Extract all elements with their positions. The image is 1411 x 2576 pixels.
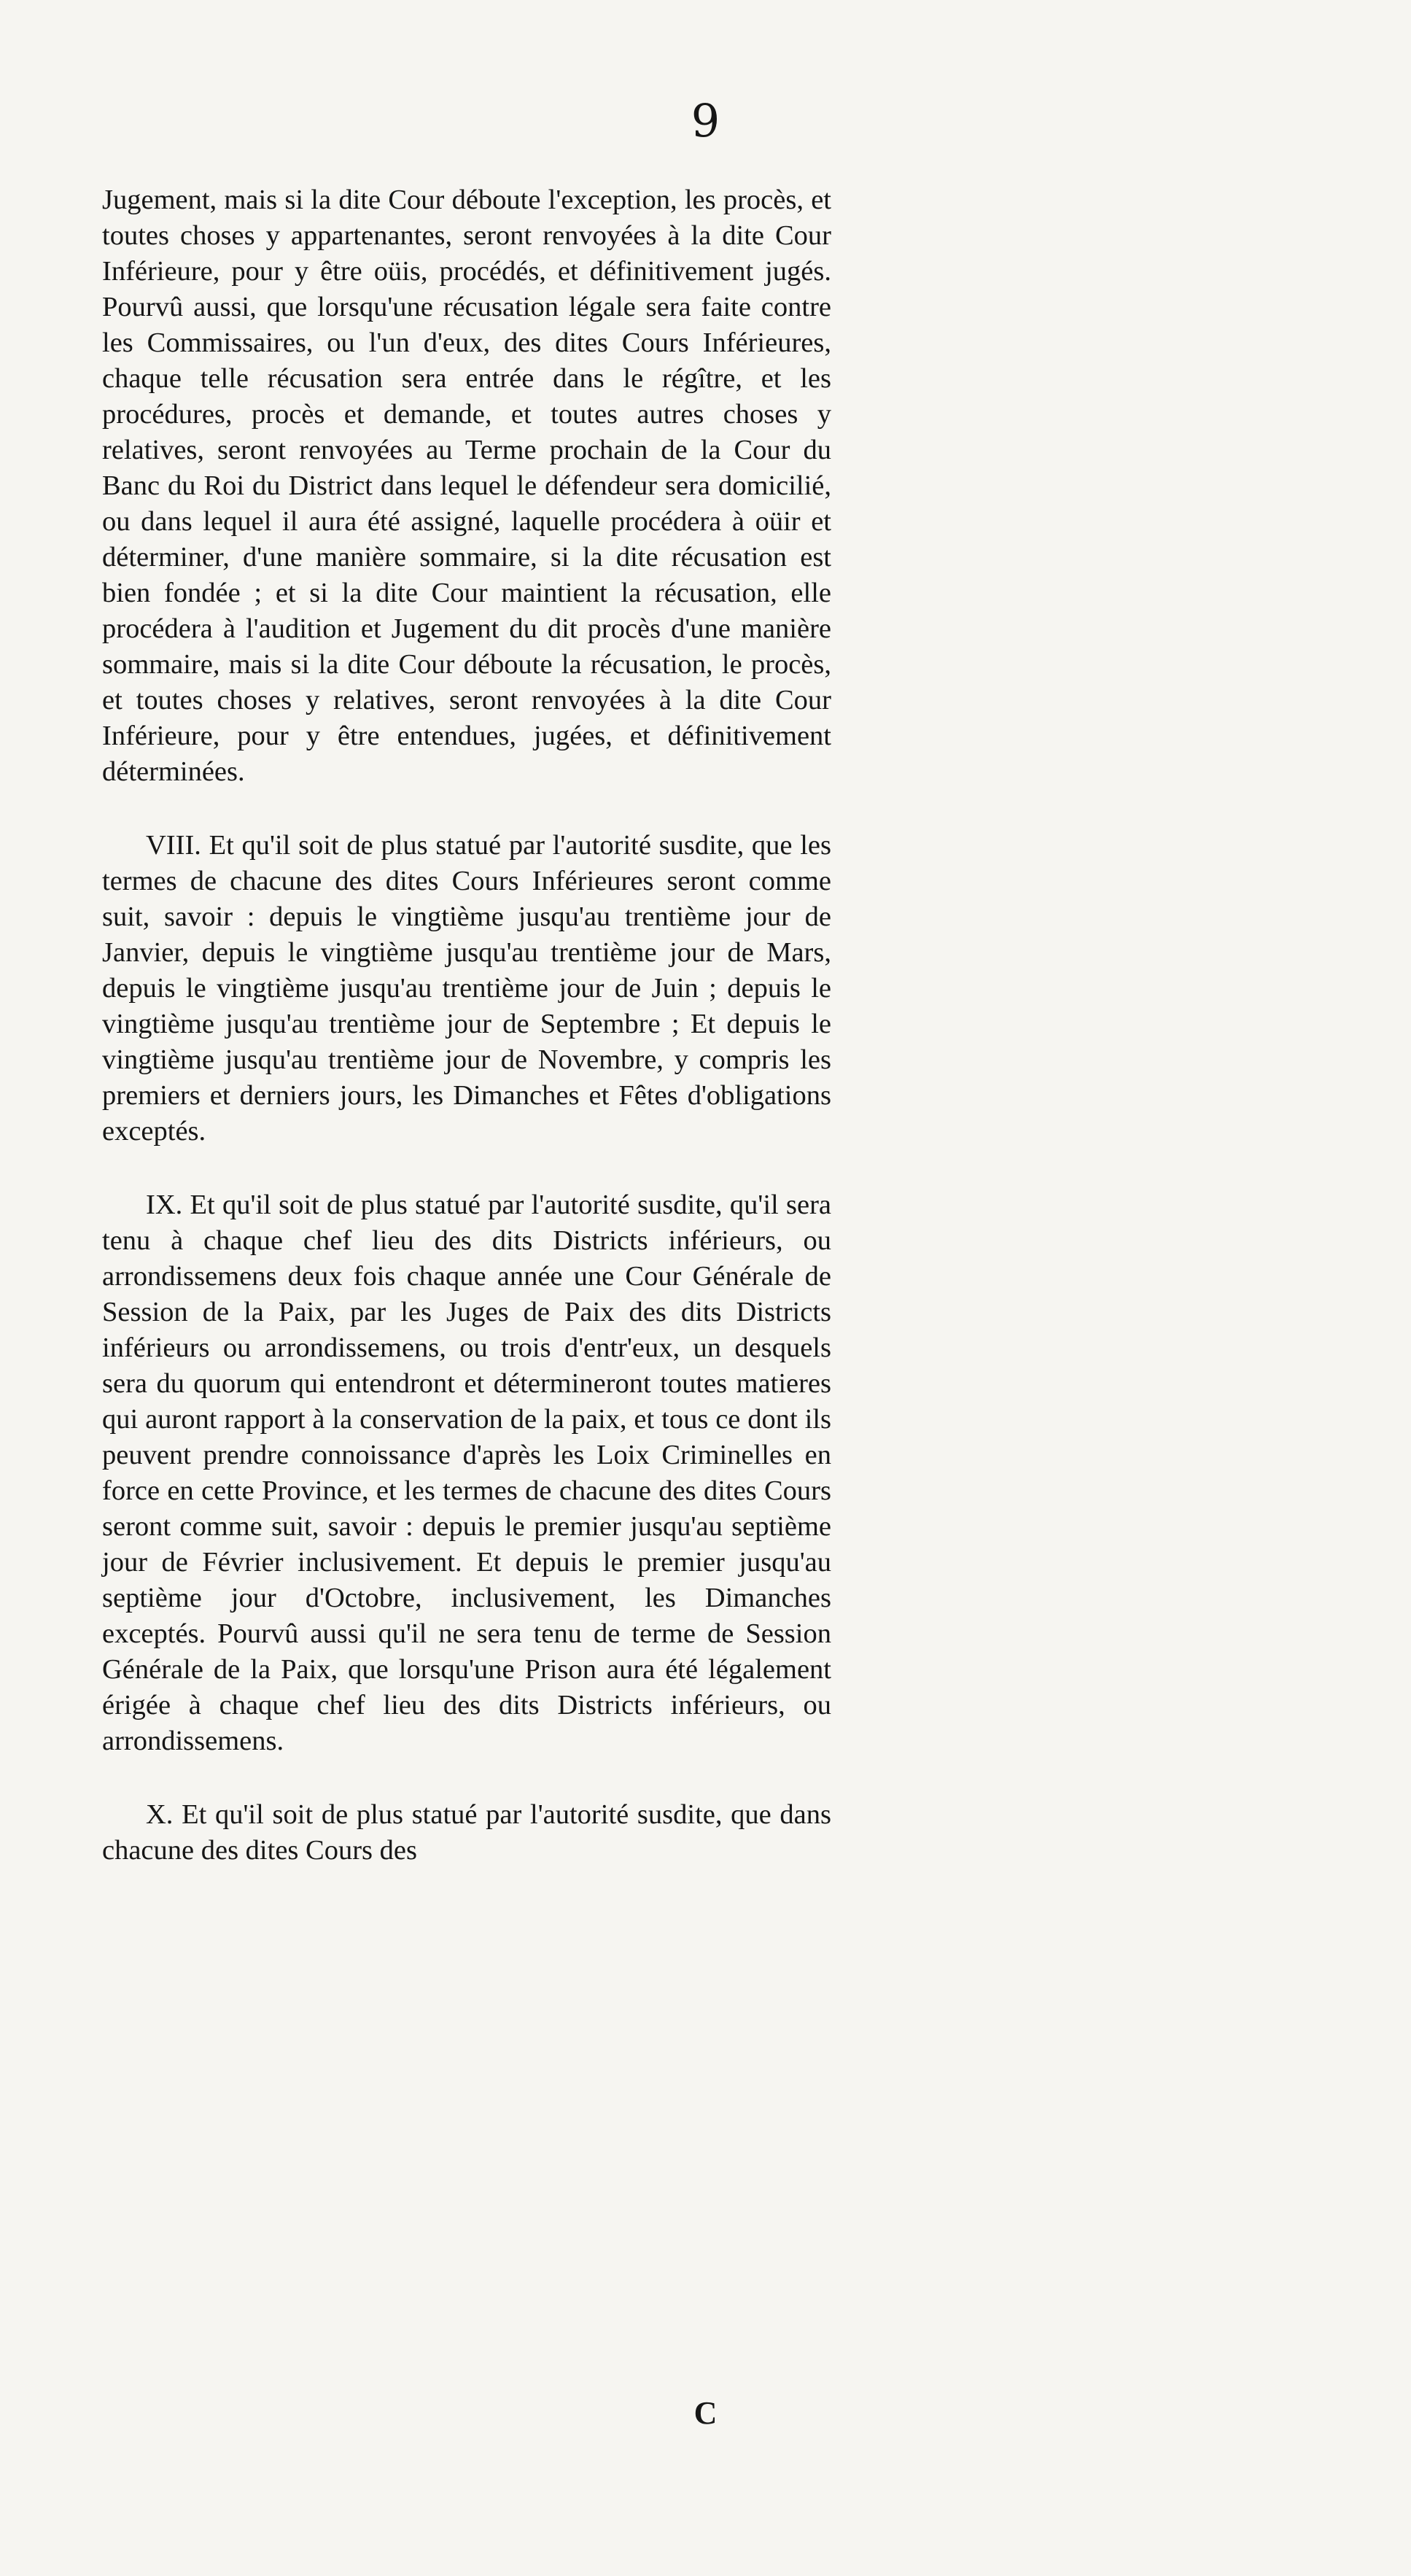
body-text <box>102 182 831 1906</box>
paragraph-section-ix: IX. Et qu'il soit de plus statué par l'autorité susdite, qu'il sera tenu à chaque chef lieu des dits Districts inférieurs, ou arrondissemens deux fois chaque année une Cour Générale de Session de la Paix, par les Juges de Paix des dits Districts inférieurs ou arrondissemens, ou trois d'entr'eux, un desquels sera du quorum qui entendront et détermineront toutes matieres qui auront rapport à la conservation de la paix, et tous ce dont ils peuvent prendre connoissance d'après les Loix Criminelles en force en cette Province, et les termes de chacune des dites Cours seront comme suit, savoir : depuis le premier jusqu'au septième jour de Février inclusivement. Et depuis le premier jusqu'au septième jour d'Octobre, inclusivement, les Dimanches exceptés. Pourvû aussi qu'il ne sera tenu de terme de Session Générale de la Paix, que lorsqu'une Prison aura été légalement érigée à chaque chef lieu des dits Districts inférieurs, ou arrondissemens. <box>102 1190 831 1756</box>
paragraph-continuation: Jugement, mais si la dite Cour déboute l'exception, les procès, et toutes choses y appartenantes, seront renvoyées à la dite Cour Inférieure, pour y être oüis, procédés, et définitivement jugés. Pourvû aussi, que lorsqu'une récusation légale sera faite contre les Commissaires, ou l'un d'eux, des dites Cours Inférieures, chaque telle récusation sera entrée dans le régître, et les procédures, procès et demande, et toutes autres choses y relatives, seront renvoyées au Terme prochain de la Cour du Banc du Roi du District dans lequel le défendeur sera domicilié, ou dans lequel il aura été assigné, laquelle procédera à oüir et déterminer, d'une manière sommaire, si la dite récusation est bien fondée ; et si la dite Cour maintient la récusation, elle procédera à l'audition et Jugement du dit procès d'une manière sommaire, mais si la dite Cour déboute la récusation, le procès, et toutes choses y relatives, seront renvoyées à la dite Cour Inférieure, pour y être entendues, jugées, et définitivement déterminées. <box>102 185 831 787</box>
signature-mark: C <box>693 2395 718 2431</box>
paragraph-section-x: X. Et qu'il soit de plus statué par l'autorité susdite, que dans chacune des dites Cours des <box>102 1799 831 1866</box>
page-number: 9 <box>691 94 720 147</box>
paragraph-section-viii: VIII. Et qu'il soit de plus statué par l'autorité susdite, que les termes de chacune des dites Cours Inférieures seront comme suit, savoir : depuis le vingtième jusqu'au trentième jour de Janvier, depuis le vingtième jusqu'au trentième jour de Mars, depuis le vingtième jusqu'au trentième jour de Juin ; depuis le vingtième jusqu'au trentième jour de Septembre ; Et depuis le vingtième jusqu'au trentième jour de Novembre, y compris les premiers et derniers jours, les Dimanches et Fêtes d'obligations exceptés. <box>102 830 831 1147</box>
